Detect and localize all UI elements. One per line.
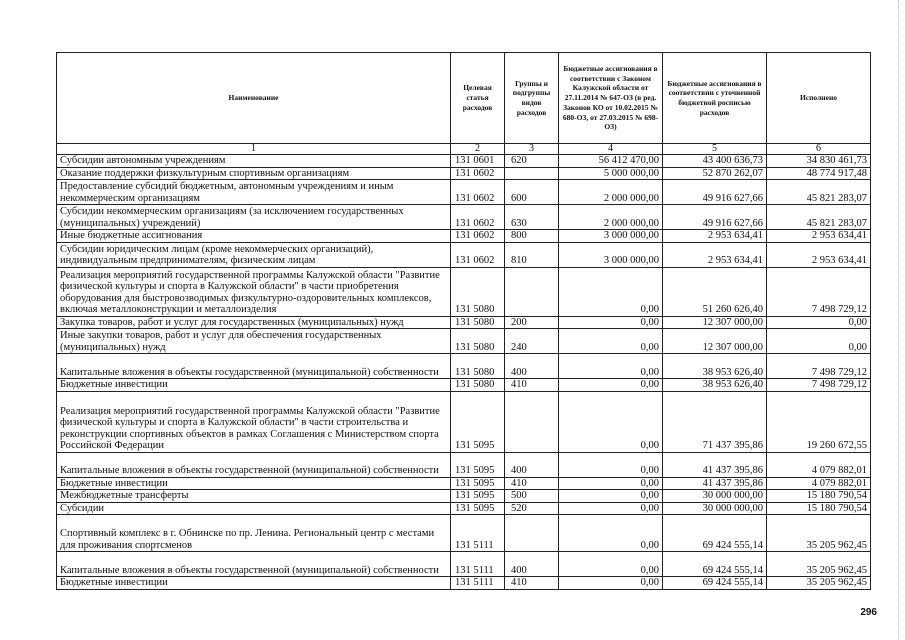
row-group-code bbox=[505, 167, 559, 180]
header-name: Наименование bbox=[57, 53, 451, 144]
table-row bbox=[57, 379, 871, 392]
row-refined-amount: 2 953 634,41 bbox=[663, 230, 767, 243]
row-executed-amount: 15 180 790,54 bbox=[767, 502, 871, 515]
row-target-code: 131 5095 bbox=[451, 477, 505, 490]
row-target-code: 131 5080 bbox=[451, 267, 505, 316]
row-group-code: 400 bbox=[505, 552, 559, 577]
row-name: Бюджетные инвестиции bbox=[57, 379, 451, 392]
row-executed-amount: 2 953 634,41 bbox=[767, 242, 871, 267]
table-row bbox=[57, 230, 871, 243]
row-refined-amount: 52 870 262,07 bbox=[663, 167, 767, 180]
row-name: Капитальные вложения в объекты государственной (муниципальной) собственности bbox=[57, 452, 451, 477]
row-name: Субсидии bbox=[57, 502, 451, 515]
page-number: 296 bbox=[860, 607, 877, 618]
row-group-code: 620 bbox=[505, 155, 559, 168]
row-executed-amount: 19 260 672,55 bbox=[767, 391, 871, 452]
row-law-amount: 0,00 bbox=[559, 515, 663, 552]
row-name: Оказание поддержки физкультурным спортивным организациям bbox=[57, 167, 451, 180]
row-executed-amount: 4 079 882,01 bbox=[767, 452, 871, 477]
row-target-code: 131 0602 bbox=[451, 180, 505, 205]
row-group-code: 410 bbox=[505, 577, 559, 590]
header-row bbox=[57, 53, 871, 144]
row-group-code: 800 bbox=[505, 230, 559, 243]
row-group-code: 400 bbox=[505, 452, 559, 477]
row-law-amount: 0,00 bbox=[559, 552, 663, 577]
table-row bbox=[57, 167, 871, 180]
row-group-code: 500 bbox=[505, 490, 559, 503]
row-executed-amount: 35 205 962,45 bbox=[767, 577, 871, 590]
row-executed-amount: 45 821 283,07 bbox=[767, 180, 871, 205]
row-law-amount: 0,00 bbox=[559, 329, 663, 354]
table-row bbox=[57, 490, 871, 503]
row-name: Реализация мероприятий государственной программы Калужской области "Развитие физической культуры и спорта в Калужской области" в части приобретения оборудования для быстровозводимых физкультурно-оздоровительных комплексов, включая металлоконструкции и металлоизделия bbox=[57, 267, 451, 316]
row-executed-amount: 7 498 729,12 bbox=[767, 354, 871, 379]
table-row bbox=[57, 267, 871, 316]
table-row bbox=[57, 155, 871, 168]
row-name: Бюджетные инвестиции bbox=[57, 577, 451, 590]
row-refined-amount: 43 400 636,73 bbox=[663, 155, 767, 168]
row-target-code: 131 5080 bbox=[451, 329, 505, 354]
row-refined-amount: 69 424 555,14 bbox=[663, 552, 767, 577]
table-row bbox=[57, 502, 871, 515]
row-law-amount: 0,00 bbox=[559, 391, 663, 452]
row-executed-amount: 15 180 790,54 bbox=[767, 490, 871, 503]
budget-table bbox=[56, 52, 871, 590]
table-row bbox=[57, 391, 871, 452]
row-refined-amount: 2 953 634,41 bbox=[663, 242, 767, 267]
row-law-amount: 0,00 bbox=[559, 577, 663, 590]
table-body bbox=[57, 155, 871, 590]
row-group-code: 400 bbox=[505, 354, 559, 379]
row-target-code: 131 5080 bbox=[451, 316, 505, 329]
col-number: 3 bbox=[505, 144, 559, 155]
row-executed-amount: 45 821 283,07 bbox=[767, 205, 871, 230]
row-law-amount: 2 000 000,00 bbox=[559, 205, 663, 230]
row-target-code: 131 0602 bbox=[451, 242, 505, 267]
row-refined-amount: 69 424 555,14 bbox=[663, 577, 767, 590]
row-group-code: 240 bbox=[505, 329, 559, 354]
row-law-amount: 0,00 bbox=[559, 490, 663, 503]
row-group-code: 810 bbox=[505, 242, 559, 267]
column-number-row bbox=[57, 144, 871, 155]
row-refined-amount: 69 424 555,14 bbox=[663, 515, 767, 552]
row-target-code: 131 0602 bbox=[451, 230, 505, 243]
row-executed-amount: 7 498 729,12 bbox=[767, 267, 871, 316]
row-law-amount: 5 000 000,00 bbox=[559, 167, 663, 180]
header-law: Бюджетные ассигнования в соответствии с Законом Калужской области от 27.11.2014 № 647-ОЗ (в ред. Законов КО от 10.02.2015 № 680-ОЗ, от 27.03.2015 № 698-ОЗ) bbox=[559, 53, 663, 144]
row-law-amount: 0,00 bbox=[559, 477, 663, 490]
row-law-amount: 3 000 000,00 bbox=[559, 242, 663, 267]
row-name: Субсидии автономным учреждениям bbox=[57, 155, 451, 168]
row-law-amount: 56 412 470,00 bbox=[559, 155, 663, 168]
row-name: Спортивный комплекс в г. Обнинске по пр. Ленина. Региональный центр с местами для проживания спортсменов bbox=[57, 515, 451, 552]
row-target-code: 131 5080 bbox=[451, 379, 505, 392]
row-executed-amount: 4 079 882,01 bbox=[767, 477, 871, 490]
row-target-code: 131 0601 bbox=[451, 155, 505, 168]
row-executed-amount: 7 498 729,12 bbox=[767, 379, 871, 392]
row-target-code: 131 5095 bbox=[451, 391, 505, 452]
row-group-code: 410 bbox=[505, 379, 559, 392]
col-number: 2 bbox=[451, 144, 505, 155]
table-row bbox=[57, 242, 871, 267]
row-target-code: 131 5080 bbox=[451, 354, 505, 379]
row-refined-amount: 49 916 627,66 bbox=[663, 205, 767, 230]
row-group-code: 600 bbox=[505, 180, 559, 205]
table-row bbox=[57, 577, 871, 590]
row-group-code: 630 bbox=[505, 205, 559, 230]
row-law-amount: 3 000 000,00 bbox=[559, 230, 663, 243]
scan-edge bbox=[897, 0, 899, 640]
row-executed-amount: 0,00 bbox=[767, 316, 871, 329]
row-target-code: 131 5111 bbox=[451, 552, 505, 577]
row-refined-amount: 41 437 395,86 bbox=[663, 452, 767, 477]
row-target-code: 131 5111 bbox=[451, 577, 505, 590]
row-target-code: 131 0602 bbox=[451, 167, 505, 180]
header-executed: Исполнено bbox=[767, 53, 871, 144]
row-executed-amount: 34 830 461,73 bbox=[767, 155, 871, 168]
row-refined-amount: 12 307 000,00 bbox=[663, 329, 767, 354]
row-name: Субсидии некоммерческим организациям (за исключением государственных (муниципальных) учреждений) bbox=[57, 205, 451, 230]
header-refined: Бюджетные ассигнования в соответствии с уточненной бюджетной росписью расходов bbox=[663, 53, 767, 144]
row-law-amount: 0,00 bbox=[559, 379, 663, 392]
row-name: Субсидии юридическим лицам (кроме некоммерческих организаций), индивидуальным предпринимателям, физическим лицам bbox=[57, 242, 451, 267]
row-law-amount: 0,00 bbox=[559, 502, 663, 515]
col-number: 4 bbox=[559, 144, 663, 155]
row-executed-amount: 35 205 962,45 bbox=[767, 515, 871, 552]
row-refined-amount: 71 437 395,86 bbox=[663, 391, 767, 452]
row-group-code bbox=[505, 267, 559, 316]
table-row bbox=[57, 329, 871, 354]
row-law-amount: 0,00 bbox=[559, 267, 663, 316]
table-row bbox=[57, 477, 871, 490]
table-row bbox=[57, 515, 871, 552]
col-number: 6 bbox=[767, 144, 871, 155]
row-refined-amount: 38 953 626,40 bbox=[663, 379, 767, 392]
row-name: Реализация мероприятий государственной программы Калужской области "Развитие физической культуры и спорта в Калужской области" в части строительства и реконструкции спортивных объектов в рамках Соглашения с Министерством спорта Российской Федерации bbox=[57, 391, 451, 452]
row-group-code bbox=[505, 391, 559, 452]
row-refined-amount: 41 437 395,86 bbox=[663, 477, 767, 490]
row-group-code: 410 bbox=[505, 477, 559, 490]
row-refined-amount: 49 916 627,66 bbox=[663, 180, 767, 205]
row-refined-amount: 30 000 000,00 bbox=[663, 502, 767, 515]
header-group: Группы и подгруппы видов расходов bbox=[505, 53, 559, 144]
row-target-code: 131 5095 bbox=[451, 452, 505, 477]
row-target-code: 131 0602 bbox=[451, 205, 505, 230]
row-name: Предоставление субсидий бюджетным, автономным учреждениям и иным некоммерческим организациям bbox=[57, 180, 451, 205]
row-name: Закупка товаров, работ и услуг для государственных (муниципальных) нужд bbox=[57, 316, 451, 329]
table-row bbox=[57, 452, 871, 477]
row-name: Бюджетные инвестиции bbox=[57, 477, 451, 490]
table-row bbox=[57, 180, 871, 205]
row-executed-amount: 0,00 bbox=[767, 329, 871, 354]
row-group-code: 200 bbox=[505, 316, 559, 329]
table-row bbox=[57, 354, 871, 379]
row-executed-amount: 48 774 917,48 bbox=[767, 167, 871, 180]
table-row bbox=[57, 205, 871, 230]
col-number: 5 bbox=[663, 144, 767, 155]
row-group-code: 520 bbox=[505, 502, 559, 515]
row-refined-amount: 51 260 626,40 bbox=[663, 267, 767, 316]
row-name: Капитальные вложения в объекты государственной (муниципальной) собственности bbox=[57, 552, 451, 577]
table-row bbox=[57, 552, 871, 577]
row-refined-amount: 12 307 000,00 bbox=[663, 316, 767, 329]
header-target: Целевая статья расходов bbox=[451, 53, 505, 144]
row-law-amount: 0,00 bbox=[559, 452, 663, 477]
row-executed-amount: 2 953 634,41 bbox=[767, 230, 871, 243]
row-target-code: 131 5095 bbox=[451, 502, 505, 515]
row-group-code bbox=[505, 515, 559, 552]
row-executed-amount: 35 205 962,45 bbox=[767, 552, 871, 577]
row-target-code: 131 5111 bbox=[451, 515, 505, 552]
row-name: Межбюджетные трансферты bbox=[57, 490, 451, 503]
row-refined-amount: 30 000 000,00 bbox=[663, 490, 767, 503]
row-law-amount: 0,00 bbox=[559, 354, 663, 379]
row-law-amount: 2 000 000,00 bbox=[559, 180, 663, 205]
col-number: 1 bbox=[57, 144, 451, 155]
table-row bbox=[57, 316, 871, 329]
row-name: Иные бюджетные ассигнования bbox=[57, 230, 451, 243]
row-name: Иные закупки товаров, работ и услуг для обеспечения государственных (муниципальных) нужд bbox=[57, 329, 451, 354]
row-name: Капитальные вложения в объекты государственной (муниципальной) собственности bbox=[57, 354, 451, 379]
row-refined-amount: 38 953 626,40 bbox=[663, 354, 767, 379]
row-law-amount: 0,00 bbox=[559, 316, 663, 329]
row-target-code: 131 5095 bbox=[451, 490, 505, 503]
